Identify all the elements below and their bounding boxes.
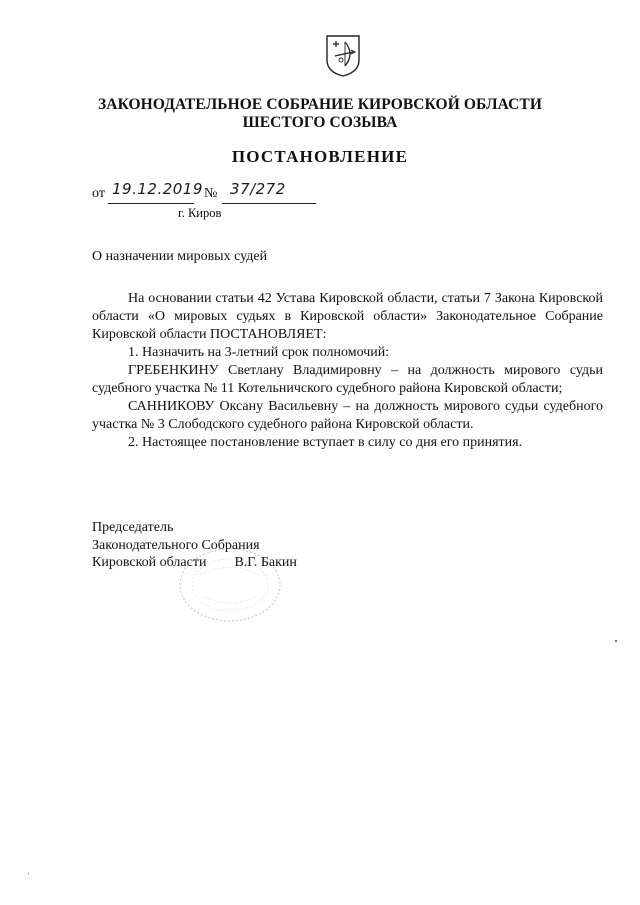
organization-name [0, 96, 640, 132]
date-prefix: от [92, 186, 105, 201]
date-underline [108, 203, 194, 204]
date-number-line [92, 180, 332, 204]
signature-block [92, 519, 297, 572]
scan-speck [28, 873, 29, 874]
number-prefix: № [204, 186, 218, 201]
signatory-title-line-2: Законодательного Собрания [92, 537, 260, 553]
appointee-2: САННИКОВУ Оксану Васильевну – на должность мирового судьи судебного участка № 3 Слободского судебного района Кировской области. [92, 399, 603, 432]
document-body [92, 290, 603, 452]
signatory-title-line-3: Кировской области [92, 555, 207, 570]
number-underline [222, 203, 316, 204]
intro-paragraph: На основании статьи 42 Устава Кировской области, статьи 7 Закона Кировской области «О мировых судьях в Кировской области» Законодательное Собрание Кировской области ПОСТАНОВЛЯЕТ: [92, 291, 603, 342]
appointee-1: ГРЕБЕНКИНУ Светлану Владимировну – на должность мирового судьи судебного участка № 11 Котельничского судебного района Кировской области; [92, 363, 603, 396]
org-line-2: ШЕСТОГО СОЗЫВА [242, 114, 398, 131]
signatory-title-line-1: Председатель [92, 520, 174, 535]
document-date: 19.12.2019 [112, 180, 203, 198]
document-number: 37/272 [230, 180, 286, 198]
document-type-title: ПОСТАНОВЛЕНИЕ [231, 147, 409, 166]
item-1: 1. Назначить на 3-летний срок полномочий: [128, 345, 390, 360]
signatory-title-line-3-row [92, 554, 297, 572]
city: г. Киров [178, 206, 222, 220]
item-2: 2. Настоящее постановление вступает в силу со дня его принятия. [128, 435, 523, 450]
document-subject: О назначении мировых судей [92, 249, 268, 264]
org-line-1: ЗАКОНОДАТЕЛЬНОЕ СОБРАНИЕ КИРОВСКОЙ ОБЛАСТИ [98, 96, 542, 113]
coat-of-arms-icon [325, 34, 361, 78]
signatory-name: В.Г. Бакин [234, 555, 297, 570]
scan-speck [615, 640, 617, 642]
